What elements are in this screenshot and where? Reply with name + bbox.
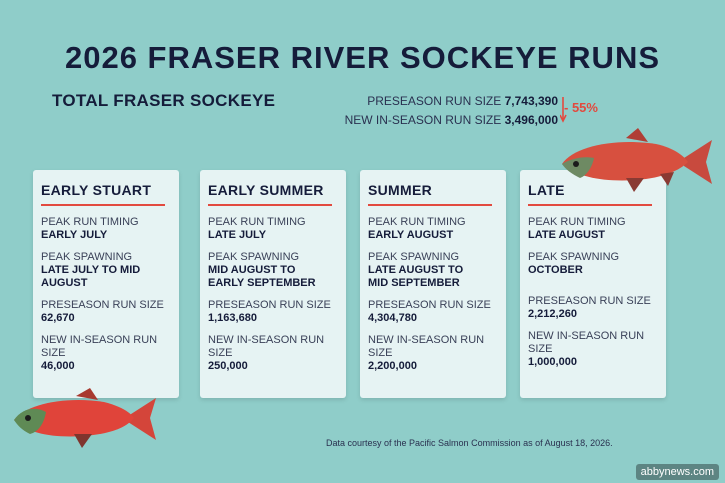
sockeye-salmon-icon	[10, 386, 160, 450]
inseason-row	[318, 111, 558, 130]
card-title: SUMMER	[368, 182, 433, 198]
spawn-value: MID AUGUST TO EARLY SEPTEMBER	[208, 264, 316, 289]
data-credit: Data courtesy of the Pacific Salmon Commission as of August 18, 2026.	[326, 438, 613, 448]
total-subtitle: TOTAL FRASER SOCKEYE	[52, 91, 276, 110]
card-divider	[528, 204, 652, 206]
total-stats	[318, 92, 558, 130]
spawn-value: LATE JULY TO MID AUGUST	[41, 264, 141, 289]
change-percent: - 55%	[564, 100, 598, 115]
preseason-size-value: 4,304,780	[368, 312, 417, 324]
inseason-size-value: 2,200,000	[368, 360, 417, 372]
preseason-label: PRESEASON RUN SIZE	[367, 94, 502, 108]
preseason-row	[318, 92, 558, 111]
preseason-size-label: PRESEASON RUN SIZE	[528, 295, 651, 307]
inseason-label: NEW IN-SEASON RUN SIZE	[344, 113, 502, 127]
inseason-size-label: NEW IN-SEASON RUN SIZE	[528, 330, 645, 355]
spawn-label: PEAK SPAWNING	[208, 251, 300, 263]
inseason-size-value: 250,000	[208, 360, 248, 372]
preseason-value: 7,743,390	[504, 94, 558, 108]
card-title: LATE	[528, 182, 565, 198]
inseason-value: 3,496,000	[504, 113, 558, 127]
timing-label: PEAK RUN TIMING	[41, 216, 139, 228]
inseason-size-label: NEW IN-SEASON RUN SIZE	[41, 334, 158, 359]
inseason-size-value: 46,000	[41, 360, 75, 372]
card-divider	[41, 204, 165, 206]
preseason-size-label: PRESEASON RUN SIZE	[208, 299, 331, 311]
run-card-early-summer	[200, 170, 346, 398]
spawn-value: OCTOBER	[528, 264, 583, 276]
timing-label: PEAK RUN TIMING	[528, 216, 626, 228]
timing-label: PEAK RUN TIMING	[208, 216, 306, 228]
card-divider	[368, 204, 492, 206]
sockeye-salmon-icon	[556, 128, 716, 194]
run-card-late	[520, 170, 666, 398]
spawn-label: PEAK SPAWNING	[368, 251, 460, 263]
spawn-label: PEAK SPAWNING	[41, 251, 133, 263]
spawn-value: LATE AUGUST TO MID SEPTEMBER	[368, 264, 464, 289]
preseason-size-value: 2,212,260	[528, 308, 577, 320]
timing-value: LATE JULY	[208, 229, 267, 241]
spawn-label: PEAK SPAWNING	[528, 251, 620, 263]
watermark: abbynews.com	[636, 464, 719, 480]
inseason-size-value: 1,000,000	[528, 356, 577, 368]
timing-value: EARLY JULY	[41, 229, 108, 241]
inseason-size-label: NEW IN-SEASON RUN SIZE	[208, 334, 325, 359]
card-title: EARLY STUART	[41, 182, 152, 198]
preseason-size-value: 62,670	[41, 312, 75, 324]
run-card-early-stuart	[33, 170, 179, 398]
page-title: 2026 FRASER RIVER SOCKEYE RUNS	[64, 40, 661, 75]
preseason-size-label: PRESEASON RUN SIZE	[368, 299, 491, 311]
preseason-size-label: PRESEASON RUN SIZE	[41, 299, 164, 311]
timing-label: PEAK RUN TIMING	[368, 216, 466, 228]
timing-value: EARLY AUGUST	[368, 229, 454, 241]
card-title: EARLY SUMMER	[208, 182, 324, 198]
run-card-summer	[360, 170, 506, 398]
card-divider	[208, 204, 332, 206]
inseason-size-label: NEW IN-SEASON RUN SIZE	[368, 334, 485, 359]
timing-value: LATE AUGUST	[528, 229, 605, 241]
preseason-size-value: 1,163,680	[208, 312, 257, 324]
